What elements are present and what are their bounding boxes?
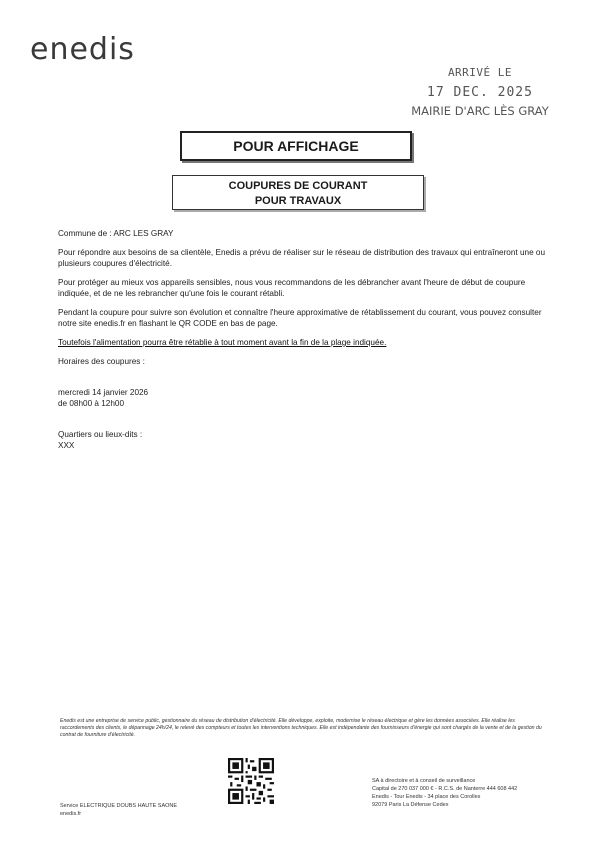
subtitle-line-1: COUPURES DE COURANT xyxy=(228,180,368,192)
stamp-date: 17 DEC. 2025 xyxy=(427,85,533,100)
qr-code-icon[interactable] xyxy=(228,758,274,804)
title-box xyxy=(180,131,412,161)
outage-time: de 08h00 à 12h00 xyxy=(58,399,125,408)
arrival-stamp xyxy=(405,66,555,118)
legal-line-4: 92079 Paris La Défense Cedex xyxy=(372,802,449,808)
legal-line-2: Capital de 270 037 000 € - R.C.S. de Nanterre 444 608 442 xyxy=(372,786,518,792)
legal-line-3: Enedis - Tour Enedis - 34 place des Corolles xyxy=(372,794,481,800)
footer-disclaimer: Enedis est une entreprise de service public, gestionnaire du réseau de distribution d'électricité. Elle développe, exploite, modernise le réseau électrique et gère les données associées. Elle réalise les raccordements des clients, le dépannage 24h/24, le relevé des compteurs et toutes les interventions techniques. Elle est indépendante des fournisseurs d'énergie qui sont chargés de la vente et de la gestion du contrat de fourniture d'électricité. xyxy=(60,718,542,738)
subtitle-line-2: POUR TRAVAUX xyxy=(254,195,342,207)
paragraph-warning: Toutefois l'alimentation pourra être rétablie à tout moment avant la fin de la plage indiquée. xyxy=(58,338,387,347)
paragraph-follow: Pendant la coupure pour suivre son évolution et connaître l'heure approximative de rétablissement du courant, vous pouvez consulter notre site enedis.fr en flashant le QR CODE en bas de page. xyxy=(58,308,542,328)
service-name: Service ELECTRIQUE DOUBS HAUTE SAONE xyxy=(60,803,178,809)
website-link[interactable]: enedis.fr xyxy=(60,811,82,817)
subtitle-box xyxy=(172,175,424,210)
quartiers-label: Quartiers ou lieux-dits : xyxy=(58,430,143,439)
paragraph-protect: Pour protéger au mieux vos appareils sensibles, nous vous recommandons de les débrancher avant l'heure de début de coupure indiquée, et de ne les rebrancher qu'une fois le courant rétabli. xyxy=(58,278,526,298)
paragraph-intro: Pour répondre aux besoins de sa clientèle, Enedis a prévu de réaliser sur le réseau de distribution des travaux qui entraîneront une ou plusieurs coupures d'électricité. xyxy=(58,248,546,268)
outage-date: mercredi 14 janvier 2026 xyxy=(58,388,149,397)
horaires-label: Horaires des coupures : xyxy=(58,357,145,366)
quartiers-value: XXX xyxy=(58,441,75,450)
footer-legal xyxy=(372,777,552,809)
stamp-mairie: MAIRIE D'ARC LÈS GRAY xyxy=(411,104,549,118)
legal-line-1: SA à directoire et à conseil de surveillance xyxy=(372,778,476,784)
footer-service xyxy=(60,802,177,818)
notice-body xyxy=(58,228,558,451)
page-title: POUR AFFICHAGE xyxy=(233,138,359,154)
enedis-logo: enedis xyxy=(30,32,135,67)
stamp-line-1: ARRIVÉ LE xyxy=(447,66,513,79)
commune-line: Commune de : ARC LES GRAY xyxy=(58,229,174,238)
